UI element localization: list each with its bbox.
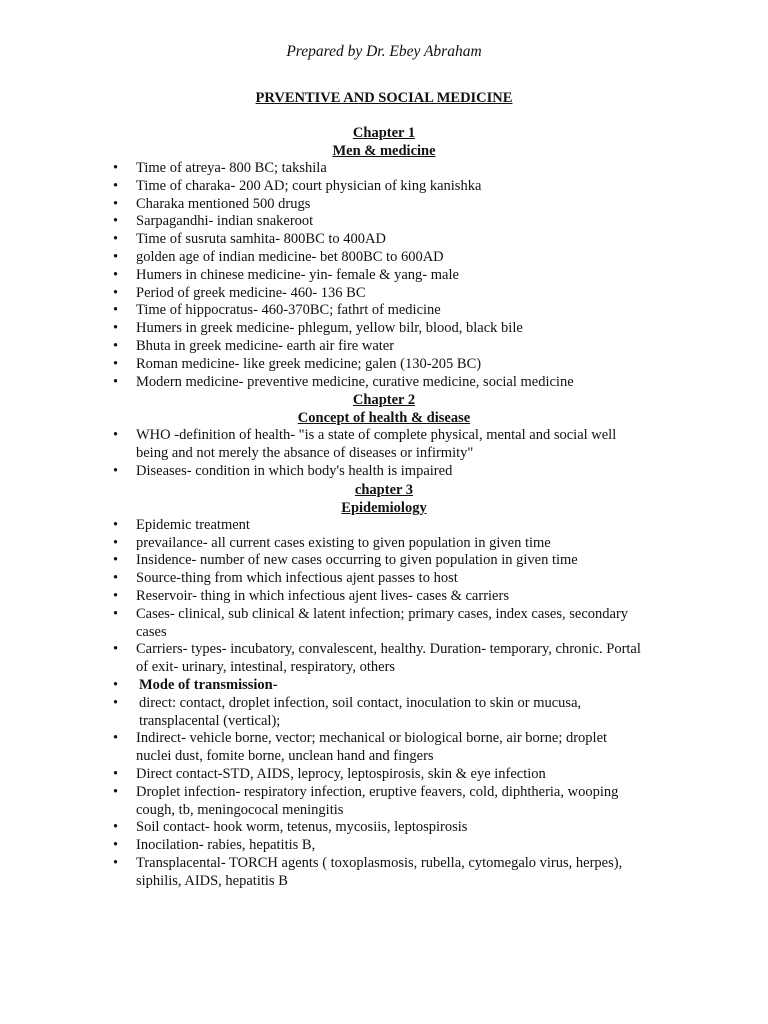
chapter-1-number: Chapter 1 — [352, 125, 416, 141]
document-title: PRVENTIVE AND SOCIAL MEDICINE — [255, 90, 513, 106]
list-item: • WHO -definition of health- "is a state of complete physical, mental and social well being and not merely the absance of diseases or infirmity" — [113, 427, 617, 462]
bullet-icon: • — [113, 284, 119, 301]
bullet-icon: • — [113, 676, 119, 693]
bullet-icon: • — [113, 783, 119, 800]
chapter-2-title: Concept of health & disease — [297, 410, 471, 427]
bullet-icon: • — [113, 248, 119, 265]
list-item: • Time of atreya- 800 BC; takshila — [113, 160, 327, 176]
list-item: • prevailance- all current cases existing to given population in given time — [113, 534, 551, 551]
bullet-icon: • — [113, 819, 119, 836]
bullet-icon: • — [113, 765, 119, 782]
bullet-icon: • — [113, 694, 119, 711]
list-item: • direct: contact, droplet infection, soil contact, inoculation to skin or mucusa, transplacental (vertical); — [113, 694, 582, 729]
bullet-icon: • — [113, 587, 119, 604]
list-item: • Epidemic treatment — [113, 516, 250, 533]
list-item: • Period of greek medicine- 460- 136 BC — [113, 284, 366, 301]
bullet-icon: • — [113, 552, 119, 569]
bullet-icon: • — [113, 160, 119, 176]
list-item: • Transplacental- TORCH agents ( toxoplasmosis, rubella, cytomegalo virus, herpes), siphilis, AIDS, hepatitis B — [113, 854, 623, 889]
chapter-2-number: Chapter 2 — [352, 392, 416, 409]
list-item: • Inocilation- rabies, hepatitis B, — [113, 837, 316, 854]
list-item: • Bhuta in greek medicine- earth air fire water — [113, 337, 395, 354]
chapter-3-list — [0, 517, 768, 891]
chapter-3-section — [0, 481, 768, 891]
list-item: • Droplet infection- respiratory infection, eruptive feavers, cold, diphtheria, wooping cough, tb, meningococal meningitis — [113, 783, 619, 818]
bullet-icon: • — [113, 534, 119, 551]
bullet-icon: • — [113, 231, 119, 248]
list-item: • Reservoir- thing in which infectious ajent lives- cases & carriers — [113, 587, 509, 604]
list-item: • Humers in chinese medicine- yin- female & yang- male — [113, 266, 459, 283]
chapter-3-title: Epidemiology — [341, 499, 427, 516]
bullet-icon: • — [113, 837, 119, 854]
list-item: • Time of susruta samhita- 800BC to 400AD — [113, 231, 386, 248]
document-body — [0, 124, 768, 890]
list-item: • Roman medicine- like greek medicine; galen (130-205 BC) — [113, 355, 482, 372]
list-item: • golden age of indian medicine- bet 800BC to 600AD — [113, 248, 444, 265]
list-item: • Time of charaka- 200 AD; court physician of king kanishka — [113, 177, 482, 194]
bullet-icon: • — [113, 516, 119, 533]
bullet-icon: • — [113, 730, 119, 747]
bullet-icon: • — [113, 373, 119, 390]
bullet-icon: • — [113, 195, 119, 212]
bullet-icon: • — [113, 427, 119, 444]
bullet-icon: • — [113, 570, 119, 587]
bullet-icon: • — [113, 177, 119, 194]
chapter-1-title: Men & medicine — [332, 143, 436, 159]
list-item: • Source-thing from which infectious ajent passes to host — [113, 570, 458, 587]
bullet-icon: • — [113, 266, 119, 283]
list-item: • Direct contact-STD, AIDS, leprocy, leptospirosis, skin & eye infection — [113, 765, 546, 782]
list-item: • Cases- clinical, sub clinical & latent infection; primary cases, index cases, secondary cases — [113, 605, 629, 640]
chapter-1-list — [0, 160, 768, 391]
list-item: • Charaka mentioned 500 drugs — [113, 195, 311, 212]
bullet-icon: • — [113, 355, 119, 372]
list-item: • Insidence- number of new cases occurring to given population in given time — [113, 552, 578, 569]
list-item: • Sarpagandhi- indian snakeroot — [113, 213, 314, 230]
bullet-icon: • — [113, 605, 119, 622]
prepared-by-line: Prepared by Dr. Ebey Abraham — [286, 43, 482, 60]
bullet-icon: • — [113, 854, 119, 871]
list-item: • Carriers- types- incubatory, convalescent, healthy. Duration- temporary, chronic. Portal of exit- urinary, intestinal, respiratory, others — [113, 641, 641, 676]
list-item: • Indirect- vehicle borne, vector; mechanical or biological borne, air borne; droplet nuclei dust, fomite borne, unclean hand and fingers — [113, 730, 608, 765]
list-item: • Soil contact- hook worm, tetenus, mycosiis, leptospirosis — [113, 819, 468, 836]
list-item: • Time of hippocratus- 460-370BC; fathrt of medicine — [113, 302, 441, 319]
list-item: • Humers in greek medicine- phlegum, yellow bilr, blood, black bile — [113, 320, 523, 337]
bullet-icon: • — [113, 302, 119, 319]
list-item: • Modern medicine- preventive medicine, curative medicine, social medicine — [113, 373, 574, 390]
bullet-icon: • — [113, 462, 119, 479]
bullet-icon: • — [113, 641, 119, 658]
chapter-2-list — [0, 427, 768, 480]
list-item: • Diseases- condition in which body's health is impaired — [113, 462, 453, 479]
bullet-icon: • — [113, 337, 119, 354]
bullet-icon: • — [113, 213, 119, 230]
chapter-2-section — [0, 391, 768, 480]
chapter-3-number: chapter 3 — [354, 481, 414, 498]
chapter-1-section — [0, 124, 768, 391]
list-item-heading: • Mode of transmission- — [113, 676, 278, 693]
bullet-icon: • — [113, 320, 119, 337]
